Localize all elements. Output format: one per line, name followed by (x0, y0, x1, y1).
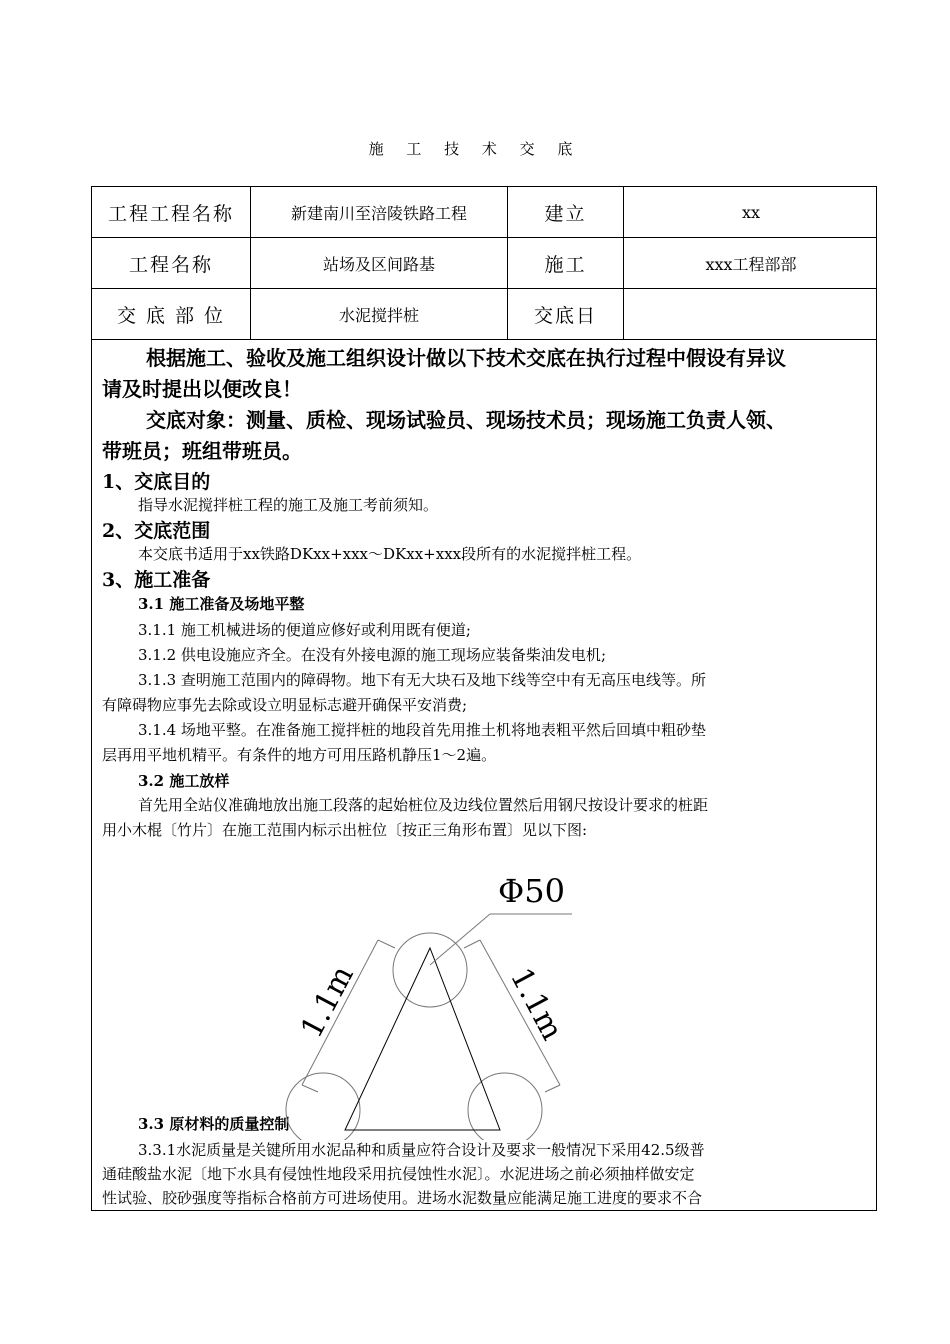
subsection-3-2: 3.2 施工放样 (138, 772, 230, 790)
triangle-layout (345, 948, 500, 1130)
section-2-text: 本交底书适用于xx铁路DKxx+xxx～DKxx+xxx段所有的水泥搅拌桩工程。 (138, 545, 642, 563)
item-3-1-1: 3.1.1 施工机械进场的便道应修好或利用既有便道; (138, 621, 471, 639)
header-row-location (92, 289, 876, 340)
label-location: 交 底 部 位 (92, 289, 251, 339)
side-label-left: 1.1m (294, 960, 361, 1044)
subsection-3-3: 3.3 原材料的质量控制 (138, 1115, 290, 1133)
label-project-name: 工程工程名称 (92, 187, 251, 237)
para-3-2-line-2: 用小木棍〔竹片〕在施工范围内标示出桩位〔按正三角形布置〕见以下图: (102, 821, 588, 839)
header-row-work (92, 238, 876, 289)
section-3-heading: 3、施工准备 (102, 569, 211, 591)
para-3-3-line-3: 性试验、胶砂强度等指标合格前方可进场使用。进场水泥数量应能满足施工进度的要求不合 (102, 1189, 703, 1207)
intro-line-1: 根据施工、验收及施工组织设计做以下技术交底在执行过程中假设有异议 (146, 346, 786, 370)
label-date: 交底日 (508, 289, 624, 339)
label-contractor: 施工 (508, 238, 624, 288)
subsection-3-1: 3.1 施工准备及场地平整 (138, 595, 305, 613)
diameter-leader (430, 914, 490, 965)
value-construction-unit: xx (741, 202, 761, 222)
value-project-name: 新建南川至涪陵铁路工程 (251, 187, 508, 237)
header-row-project (92, 187, 876, 238)
intro-line-2: 请及时提出以便改良！ (102, 377, 302, 401)
label-work-name: 工程名称 (92, 238, 251, 288)
side-label-right: 1.1m (502, 962, 570, 1047)
item-3-1-3: 3.1.3 查明施工范围内的障碍物。地下有无大块石及地下线等空中有无高压电线等。所 (138, 671, 706, 689)
pile-circle-top (393, 933, 467, 1007)
value-work-name: 站场及区间路基 (251, 238, 508, 288)
item-3-1-3-cont: 有障碍物应事先去除或设立明显标志避开确保平安消费; (102, 696, 468, 714)
intro-line-3: 交底对象：测量、质检、现场试验员、现场技术员；现场施工负责人领、 (146, 408, 786, 432)
para-3-3-line-2: 通硅酸盐水泥〔地下水具有侵蚀性地段采用抗侵蚀性水泥〕。水泥进场之前必须抽样做安定 (102, 1165, 695, 1183)
section-1-heading: 1、交底目的 (102, 471, 211, 493)
pile-layout-diagram (200, 680, 620, 1140)
section-2-heading: 2、交底范围 (102, 520, 211, 542)
item-3-1-2: 3.1.2 供电设施应齐全。在没有外接电源的施工现场应装备柴油发电机; (138, 646, 606, 664)
para-3-3-line-1: 3.3.1水泥质量是关键所用水泥品种和质量应符合设计及要求一般情况下采用42.5级普 (138, 1141, 705, 1159)
item-3-1-4: 3.1.4 场地平整。在准备施工搅拌桩的地段首先用推土机将地表粗平然后回填中粗砂垫 (138, 721, 706, 739)
intro-line-4: 带班员；班组带班员。 (102, 439, 302, 463)
section-1-text: 指导水泥搅拌桩工程的施工及施工考前须知。 (138, 496, 439, 514)
item-3-1-4-cont: 层再用平地机精平。有条件的地方可用压路机静压1～2遍。 (102, 746, 497, 764)
value-location: 水泥搅拌桩 (251, 289, 508, 339)
diameter-label: Φ50 (498, 872, 565, 910)
value-date (624, 289, 878, 339)
para-3-2-line-1: 首先用全站仪准确地放出施工段落的起始桩位及边线位置然后用钢尺按设计要求的桩距 (138, 796, 709, 814)
label-construction-unit: 建立 (508, 187, 624, 237)
value-contractor: xxx工程部部 (705, 254, 797, 274)
document-title: 施 工 技 术 交 底 (368, 140, 582, 158)
